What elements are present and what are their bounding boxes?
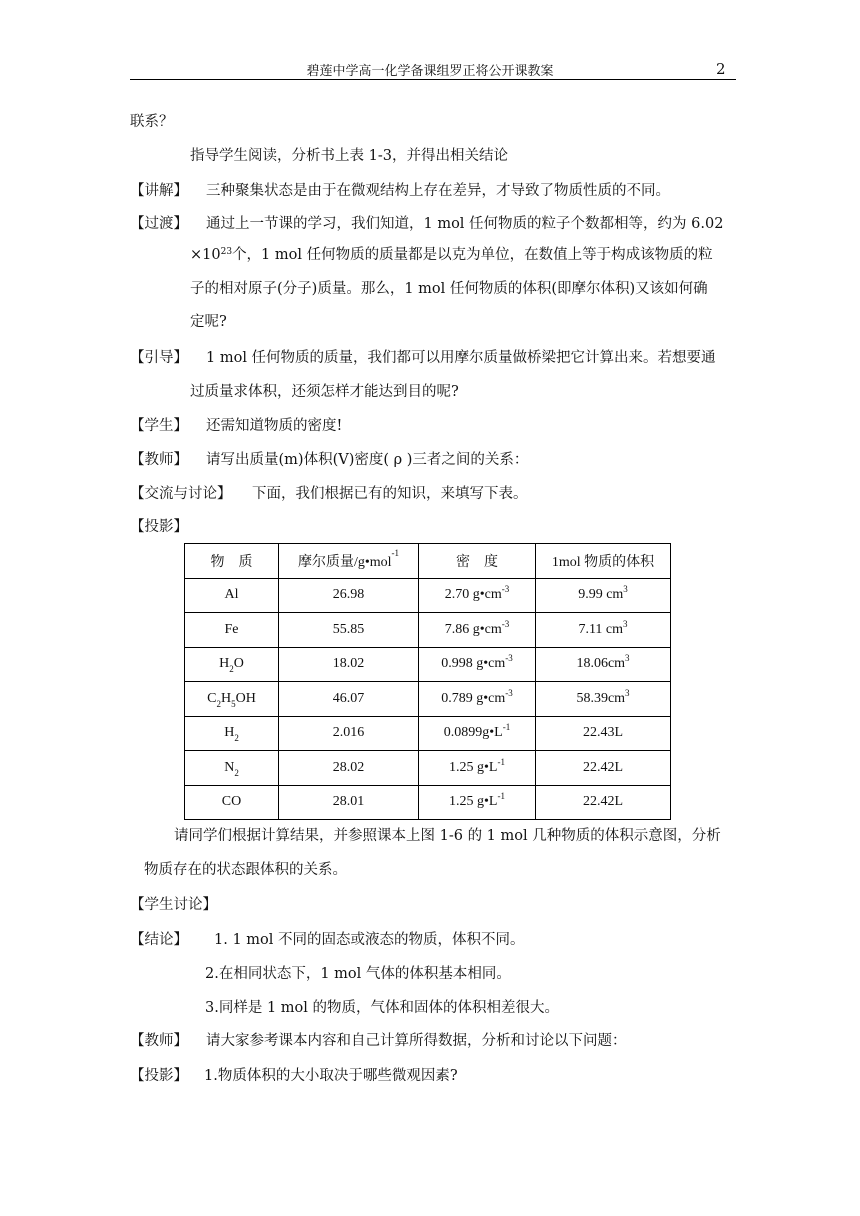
substance-cell: Al [185,578,279,613]
text-line: 2.在相同状态下，1 mol 气体的体积基本相同。 [205,966,511,982]
table-header-cell: 物 质 [185,544,279,579]
table-row [185,716,671,751]
molar-mass-cell: 28.01 [279,785,419,820]
text-line: 过质量求体积，还须怎样才能达到目的呢? [190,384,459,400]
page-number: 2 [716,60,726,78]
molar-mass-cell: 26.98 [279,578,419,613]
density-cell: $0.0899g•L^{-1}$ [419,716,536,751]
molar-volume-table [184,543,671,820]
text-line: 还需知道物质的密度! [206,418,343,434]
molar-mass-cell: 46.07 [279,682,419,717]
table-row [185,682,671,717]
molar-mass-cell: 55.85 [279,613,419,648]
text-line: 三种聚集状态是由于在微观结构上存在差异，才导致了物质性质的不同。 [206,183,670,199]
table-row [185,751,671,786]
table-header-cell: 摩尔质量/g•mol$^{-1}$ [279,544,419,579]
section-tag: 【引导】 [130,350,188,366]
text-line: 物质存在的状态跟体积的关系。 [144,862,347,878]
section-tag: 【投影】 [130,519,188,535]
table-row [185,578,671,613]
molar-mass-cell: 2.016 [279,716,419,751]
section-tag: 【学生】 [130,418,188,434]
substance-cell: $N_2$ [185,751,279,786]
substance-cell: $H_2O$ [185,647,279,682]
section-tag: 【交流与讨论】 [130,486,232,502]
table-row [185,785,671,820]
section-tag: 【学生讨论】 [130,897,217,913]
text-line: 请同学们根据计算结果，并参照课本上图 1-6 的 1 mol 几种物质的体积示意图，分析 [174,828,721,844]
volume-cell: $58.39cm^3$ [536,682,671,717]
text-line: 子的相对原子(分子)质量。那么，1 mol 任何物质的体积(即摩尔体积)又该如何确 [190,281,708,297]
substance-cell: CO [185,785,279,820]
section-tag: 【讲解】 [130,183,188,199]
density-cell: 2.70 $g•cm^{-3}$ [419,578,536,613]
table-row [185,613,671,648]
table-header-cell: 密 度 [419,544,536,579]
density-cell: 7.86 $g•cm^{-3}$ [419,613,536,648]
substance-cell: $H_2$ [185,716,279,751]
volume-cell: 9.99 $cm^3$ [536,578,671,613]
density-cell: 1.25 $g•L^{-1}$ [419,785,536,820]
volume-cell: 22.42L [536,785,671,820]
volume-cell: 22.42L [536,751,671,786]
section-tag: 【结论】 [130,932,188,948]
volume-cell: 22.43L [536,716,671,751]
text-line: 1.物质体积的大小取决于哪些微观因素? [204,1068,458,1084]
page-header-title: 碧莲中学高一化学备课组罗正将公开课教案 [306,64,554,79]
text-line: 1 mol 任何物质的质量，我们都可以用摩尔质量做桥梁把它计算出来。若想要通 [206,350,716,366]
text-line: 指导学生阅读，分析书上表 1-3，并得出相关结论 [190,148,508,164]
table-header-cell: 1mol 物质的体积 [536,544,671,579]
text-line: 请写出质量(m)体积(V)密度( ρ )三者之间的关系： [206,452,529,468]
table-header-row [185,544,671,579]
density-cell: 0.998 $g•cm^{-3}$ [419,647,536,682]
text-line: 请大家参考课本内容和自己计算所得数据，分析和讨论以下问题： [206,1033,627,1049]
text-line: 联系？ [130,114,174,130]
substance-cell: $C_2H_5OH$ [185,682,279,717]
volume-cell: 7.11 $cm^3$ [536,613,671,648]
text-line: 通过上一节课的学习，我们知道，1 mol 任何物质的粒子个数都相等，约为 6.02 [206,216,724,232]
text-line: 定呢? [190,314,227,330]
header-rule [130,79,736,80]
density-cell: 0.789 $g•cm^{-3}$ [419,682,536,717]
text-line: 下面，我们根据已有的知识，来填写下表。 [252,486,528,502]
text-line: 1. 1 mol 不同的固态或液态的物质，体积不同。 [214,932,525,948]
section-tag: 【过渡】 [130,216,188,232]
molar-mass-cell: 28.02 [279,751,419,786]
section-tag: 【教师】 [130,452,188,468]
table-row [185,647,671,682]
substance-cell: Fe [185,613,279,648]
density-cell: 1.25 $g•L^{-1}$ [419,751,536,786]
volume-cell: $18.06cm^3$ [536,647,671,682]
molar-mass-cell: 18.02 [279,647,419,682]
text-line: $\times 10^{23}$个，1 mol 任何物质的质量都是以克为单位，在数值上等于构成该物质的粒 [190,247,713,263]
section-tag: 【投影】 [130,1068,188,1084]
text-line: 3.同样是 1 mol 的物质，气体和固体的体积相差很大。 [205,1000,560,1016]
section-tag: 【教师】 [130,1033,188,1049]
